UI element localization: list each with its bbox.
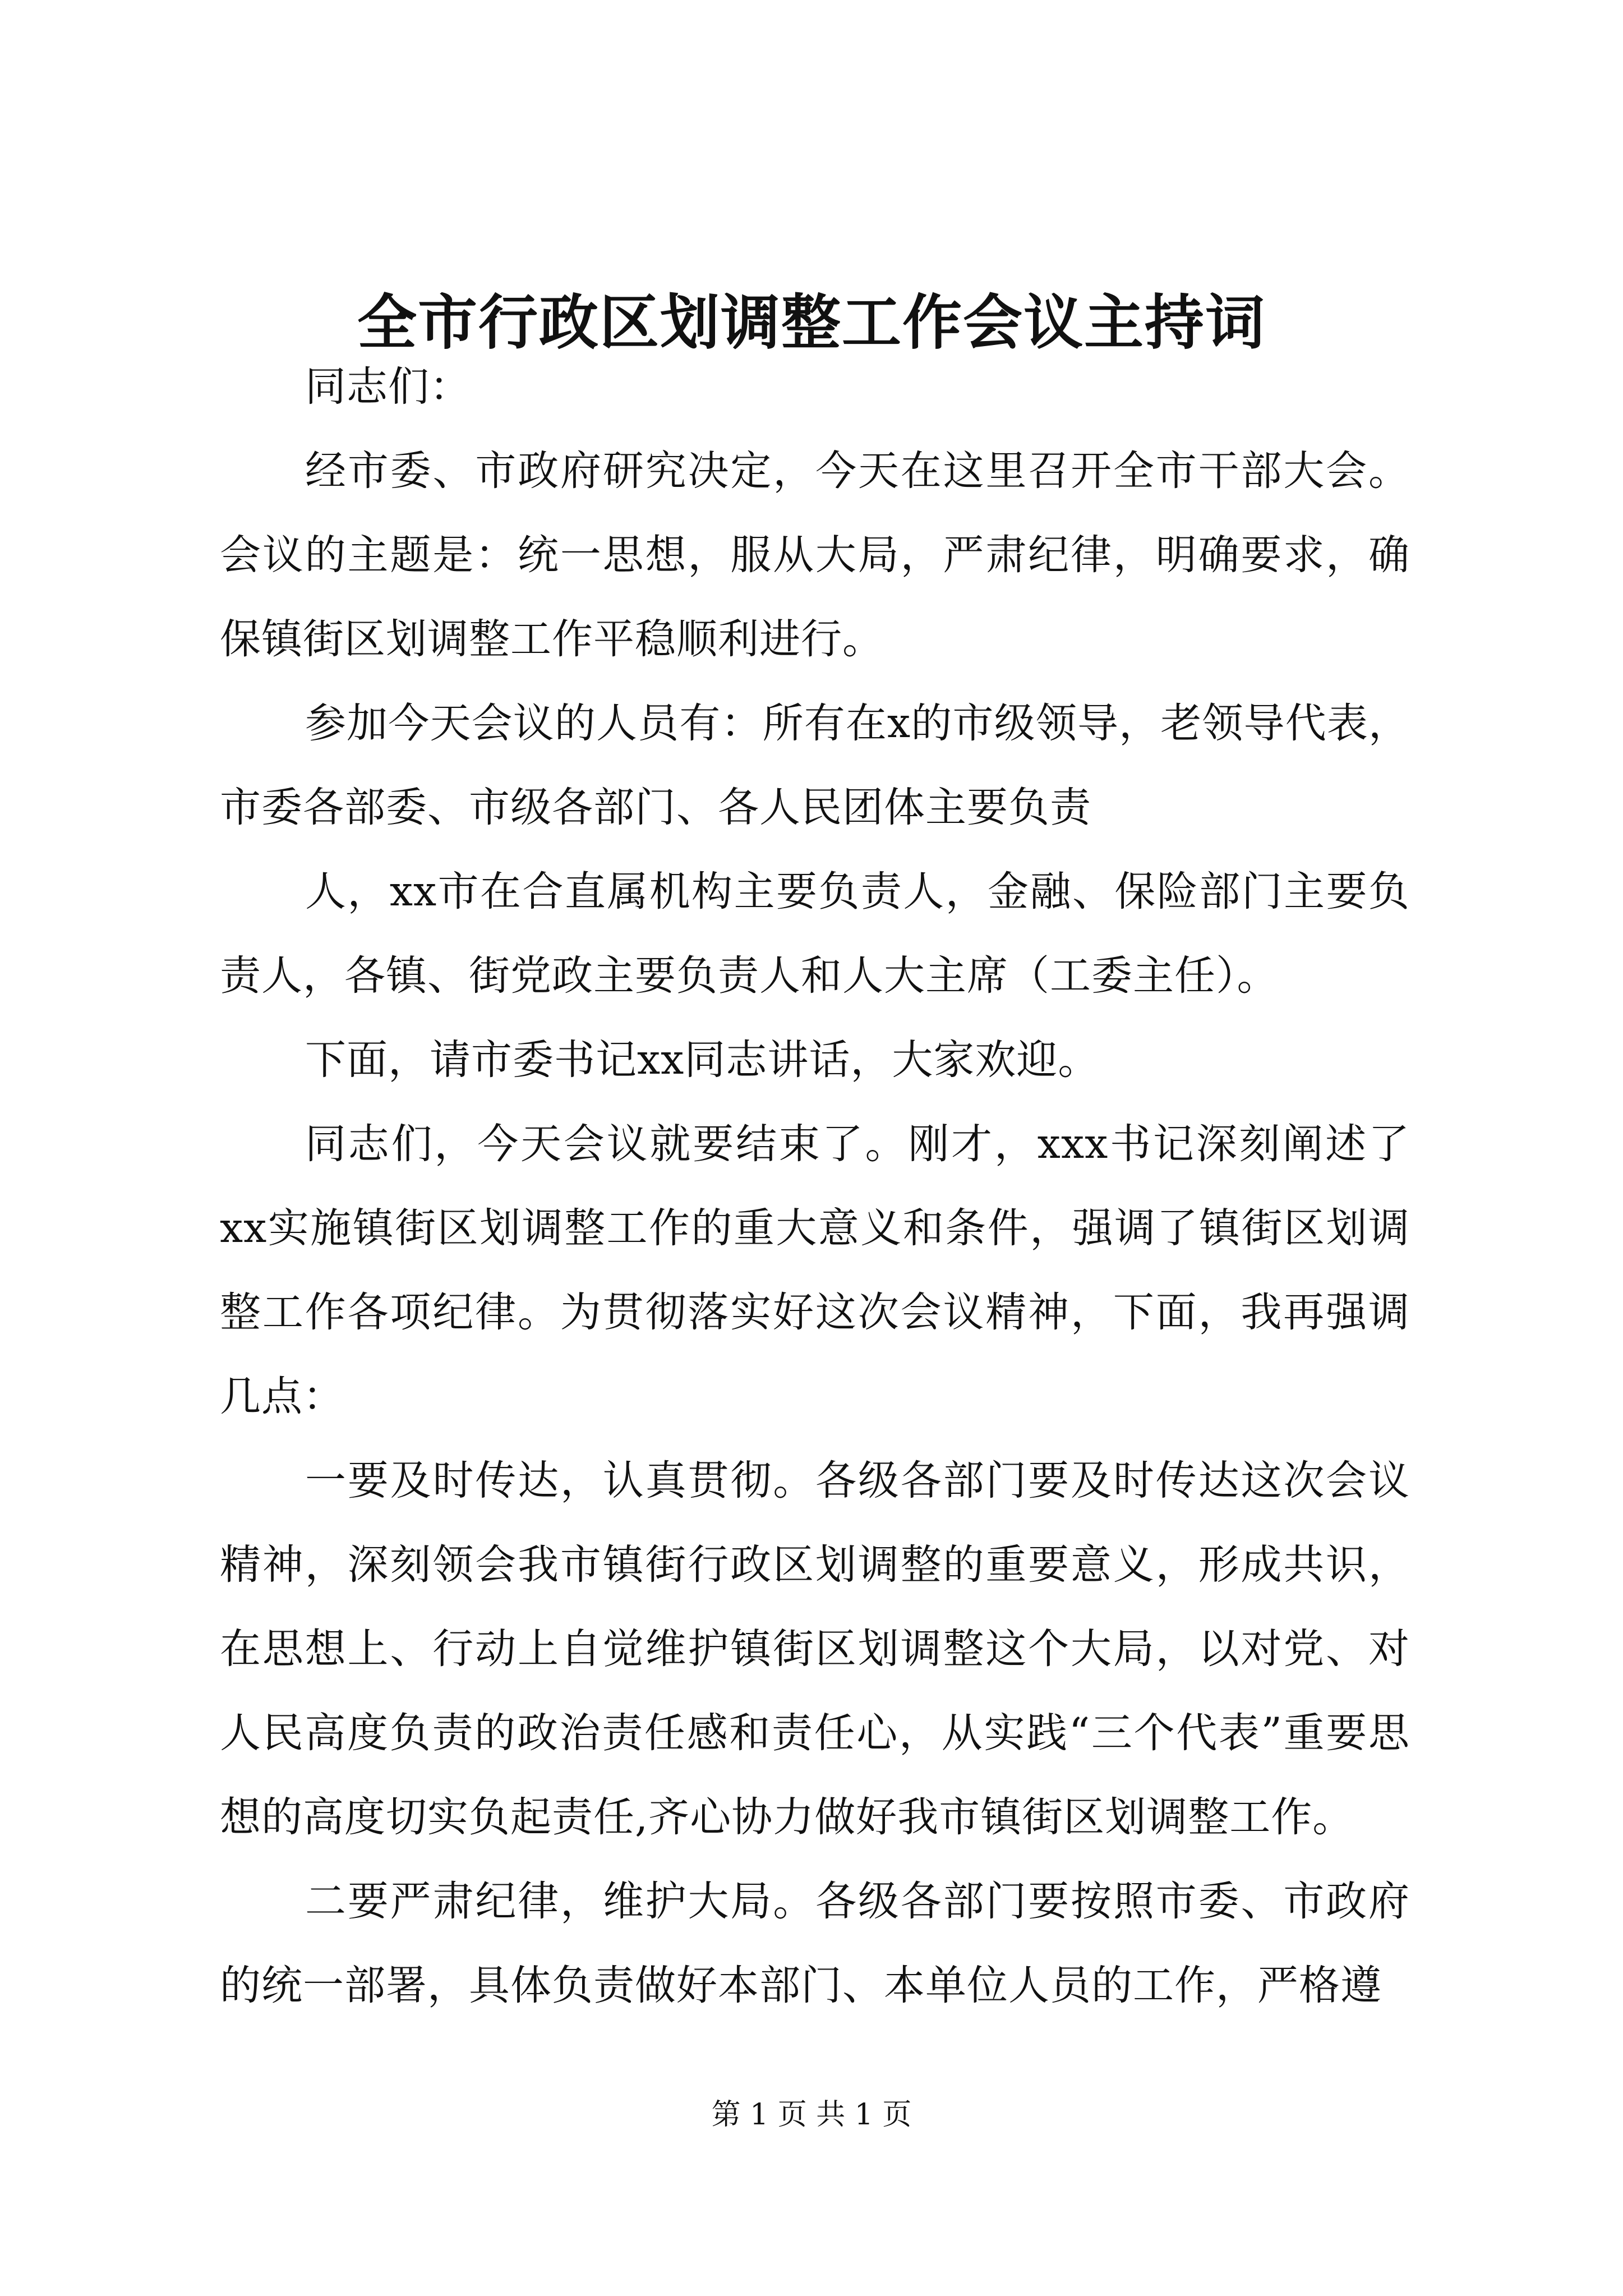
paragraph-invite-speech: 下面，请市委书记xx同志讲话，大家欢迎。 <box>305 1036 1100 1084</box>
page-number-footer: 第 1 页 共 1 页 <box>711 2098 912 2132</box>
paragraph-point-one: 一要及时传达，认真贯彻。各级各部门要及时传达这次会议精神，深刻领会我市镇街行政区划调整的重要意义，形成共识，在思想上、行动上自觉维护镇街区划调整这个大局，以对党、对人民高度负责的政治责任感和责任心，从实践“三个代表”重要思想的高度切实负起责任,齐心协力做好我市镇街区划调整工作。 <box>220 1457 1410 1841</box>
paragraph-attendees-continued: 人，xx市在合直属机构主要负责人，金融、保险部门主要负责人，各镇、街党政主要负责人和人大主席（工委主任）。 <box>220 868 1410 1000</box>
document-body <box>220 345 1410 2028</box>
document-title: 全市行政区划调整工作会议主持词 <box>357 287 1266 357</box>
paragraph-point-two: 二要严肃纪律，维护大局。各级各部门要按照市委、市政府的统一部署，具体负责做好本部门、本单位人员的工作，严格遵 <box>220 1878 1410 2009</box>
paragraph-meeting-purpose: 经市委、市政府研究决定，今天在这里召开全市干部大会。会议的主题是：统一思想，服从大局，严肃纪律，明确要求，确保镇街区划调整工作平稳顺利进行。 <box>220 447 1410 663</box>
paragraph-closing-remarks: 同志们，今天会议就要结束了。刚才，xxx书记深刻阐述了xx实施镇街区划调整工作的重大意义和条件，强调了镇街区划调整工作各项纪律。为贯彻落实好这次会议精神，下面，我再强调几点： <box>220 1120 1410 1420</box>
paragraph-greeting: 同志们： <box>305 363 471 411</box>
paragraph-attendees: 参加今天会议的人员有：所有在x的市级领导，老领导代表，市委各部委、市级各部门、各人民团体主要负责 <box>220 700 1410 831</box>
